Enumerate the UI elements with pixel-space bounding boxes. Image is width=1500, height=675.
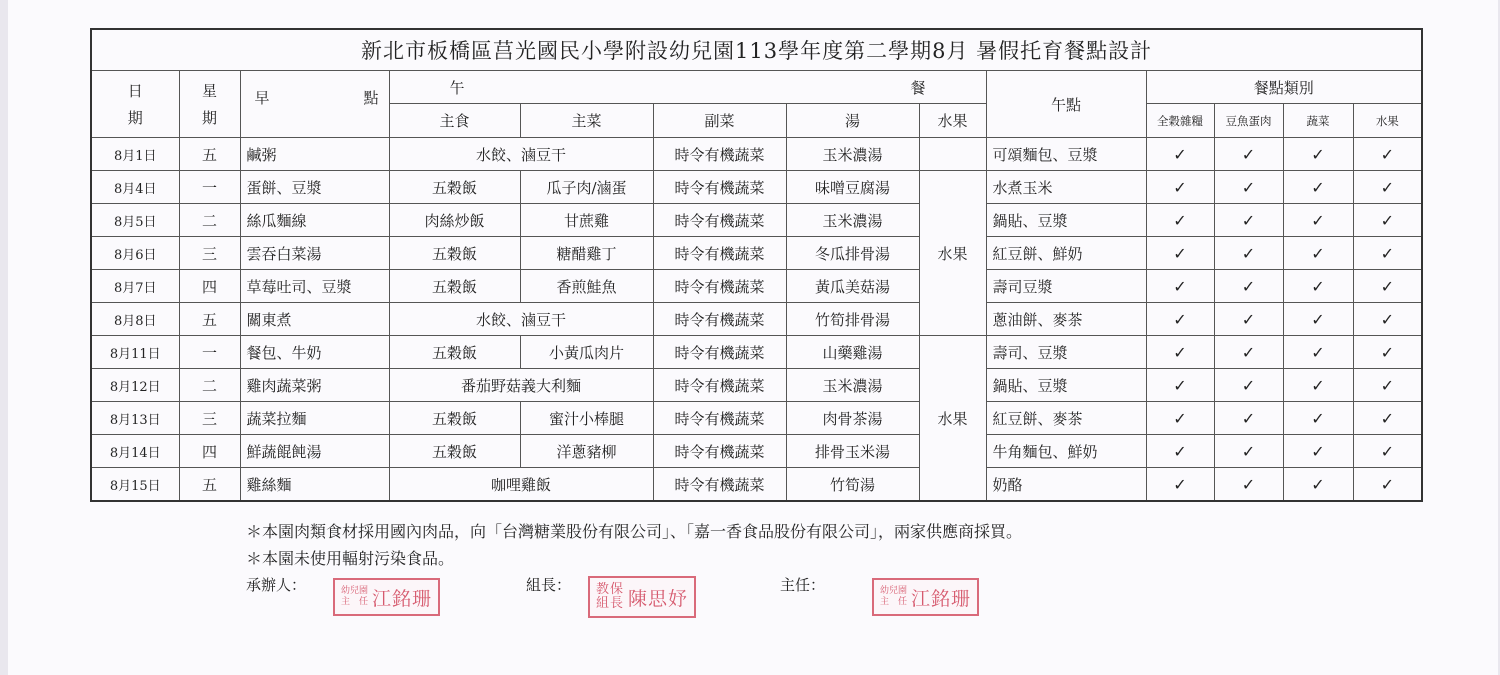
check-protein: ✓ bbox=[1214, 303, 1283, 336]
check-veg: ✓ bbox=[1283, 270, 1353, 303]
breakfast-cell: 絲瓜麵線 bbox=[240, 204, 389, 237]
date-cell: 8月8日 bbox=[91, 303, 179, 336]
check-fruit: ✓ bbox=[1353, 171, 1422, 204]
check-grain: ✓ bbox=[1146, 237, 1214, 270]
side-dish-cell: 時令有機蔬菜 bbox=[653, 402, 786, 435]
snack-cell: 水煮玉米 bbox=[986, 171, 1146, 204]
check-veg: ✓ bbox=[1283, 138, 1353, 171]
check-protein: ✓ bbox=[1214, 468, 1283, 502]
header-breakfast: 早 點 bbox=[240, 71, 389, 138]
staple-main-cell: 水餃、滷豆干 bbox=[389, 138, 653, 171]
check-veg: ✓ bbox=[1283, 369, 1353, 402]
date-cell: 8月5日 bbox=[91, 204, 179, 237]
header-side-dish: 副菜 bbox=[653, 104, 786, 138]
header-weekday: 星 期 bbox=[179, 71, 240, 138]
check-veg: ✓ bbox=[1283, 468, 1353, 502]
check-protein: ✓ bbox=[1214, 369, 1283, 402]
side-dish-cell: 時令有機蔬菜 bbox=[653, 270, 786, 303]
fruit-merged-cell: 水果 bbox=[919, 336, 986, 502]
side-dish-cell: 時令有機蔬菜 bbox=[653, 171, 786, 204]
side-dish-cell: 時令有機蔬菜 bbox=[653, 336, 786, 369]
date-cell: 8月6日 bbox=[91, 237, 179, 270]
check-grain: ✓ bbox=[1146, 171, 1214, 204]
handler-label: 承辦人： bbox=[246, 576, 307, 594]
date-cell: 8月14日 bbox=[91, 435, 179, 468]
fruit-cell bbox=[919, 138, 986, 171]
side-dish-cell: 時令有機蔬菜 bbox=[653, 138, 786, 171]
snack-cell: 鍋貼、豆漿 bbox=[986, 204, 1146, 237]
page-title: 新北市板橋區莒光國民小學附設幼兒園113學年度第二學期8月 暑假托育餐點設計 bbox=[91, 29, 1422, 71]
side-dish-cell: 時令有機蔬菜 bbox=[653, 303, 786, 336]
check-protein: ✓ bbox=[1214, 237, 1283, 270]
check-protein: ✓ bbox=[1214, 270, 1283, 303]
check-veg: ✓ bbox=[1283, 303, 1353, 336]
check-veg: ✓ bbox=[1283, 171, 1353, 204]
check-protein: ✓ bbox=[1214, 435, 1283, 468]
weekday-cell: 四 bbox=[179, 435, 240, 468]
soup-cell: 冬瓜排骨湯 bbox=[786, 237, 919, 270]
soup-cell: 肉骨茶湯 bbox=[786, 402, 919, 435]
header-cat-protein: 豆魚蛋肉 bbox=[1214, 104, 1283, 138]
snack-cell: 蔥油餅、麥茶 bbox=[986, 303, 1146, 336]
header-snack: 午點 bbox=[986, 71, 1146, 138]
staple-main-cell: 咖哩雞飯 bbox=[389, 468, 653, 502]
table-row bbox=[91, 303, 1422, 336]
main-dish-cell: 香煎鮭魚 bbox=[520, 270, 653, 303]
table-row bbox=[91, 336, 1422, 369]
check-fruit: ✓ bbox=[1353, 402, 1422, 435]
date-cell: 8月4日 bbox=[91, 171, 179, 204]
check-grain: ✓ bbox=[1146, 435, 1214, 468]
main-dish-cell: 瓜子肉/滷蛋 bbox=[520, 171, 653, 204]
header-fruit: 水果 bbox=[919, 104, 986, 138]
soup-cell: 玉米濃湯 bbox=[786, 204, 919, 237]
staple-main-cell: 番茄野菇義大利麵 bbox=[389, 369, 653, 402]
director-label: 主任： bbox=[780, 576, 826, 594]
main-dish-cell: 蜜汁小棒腿 bbox=[520, 402, 653, 435]
header-cat-fruit: 水果 bbox=[1353, 104, 1422, 138]
weekday-cell: 五 bbox=[179, 138, 240, 171]
header-soup: 湯 bbox=[786, 104, 919, 138]
leader-label: 組長： bbox=[526, 576, 572, 594]
check-veg: ✓ bbox=[1283, 402, 1353, 435]
main-dish-cell: 糖醋雞丁 bbox=[520, 237, 653, 270]
date-cell: 8月1日 bbox=[91, 138, 179, 171]
header-category: 餐點類別 bbox=[1146, 71, 1422, 104]
weekday-cell: 五 bbox=[179, 468, 240, 502]
date-cell: 8月7日 bbox=[91, 270, 179, 303]
check-grain: ✓ bbox=[1146, 270, 1214, 303]
table-row bbox=[91, 468, 1422, 502]
soup-cell: 排骨玉米湯 bbox=[786, 435, 919, 468]
weekday-cell: 二 bbox=[179, 369, 240, 402]
table-row bbox=[91, 270, 1422, 303]
check-fruit: ✓ bbox=[1353, 237, 1422, 270]
breakfast-cell: 雲吞白菜湯 bbox=[240, 237, 389, 270]
header-main-dish: 主菜 bbox=[520, 104, 653, 138]
handler-stamp: 幼兒園 主 任 江銘珊 bbox=[333, 578, 440, 616]
snack-cell: 壽司、豆漿 bbox=[986, 336, 1146, 369]
check-fruit: ✓ bbox=[1353, 435, 1422, 468]
check-fruit: ✓ bbox=[1353, 303, 1422, 336]
check-grain: ✓ bbox=[1146, 204, 1214, 237]
check-protein: ✓ bbox=[1214, 204, 1283, 237]
check-fruit: ✓ bbox=[1353, 369, 1422, 402]
table-row bbox=[91, 435, 1422, 468]
check-protein: ✓ bbox=[1214, 171, 1283, 204]
staple-cell: 五穀飯 bbox=[389, 336, 520, 369]
staple-cell: 五穀飯 bbox=[389, 402, 520, 435]
check-grain: ✓ bbox=[1146, 336, 1214, 369]
check-fruit: ✓ bbox=[1353, 336, 1422, 369]
soup-cell: 玉米濃湯 bbox=[786, 138, 919, 171]
snack-cell: 紅豆餅、鮮奶 bbox=[986, 237, 1146, 270]
table-row bbox=[91, 369, 1422, 402]
breakfast-cell: 餐包、牛奶 bbox=[240, 336, 389, 369]
check-grain: ✓ bbox=[1146, 303, 1214, 336]
main-dish-cell: 甘蔗雞 bbox=[520, 204, 653, 237]
check-veg: ✓ bbox=[1283, 336, 1353, 369]
check-protein: ✓ bbox=[1214, 138, 1283, 171]
weekday-cell: 三 bbox=[179, 237, 240, 270]
table-row bbox=[91, 171, 1422, 204]
table-row bbox=[91, 138, 1422, 171]
director-stamp: 幼兒園 主 任 江銘珊 bbox=[872, 578, 979, 616]
main-dish-cell: 小黃瓜肉片 bbox=[520, 336, 653, 369]
snack-cell: 可頌麵包、豆漿 bbox=[986, 138, 1146, 171]
note-radiation: ＊本園未使用輻射污染食品。 bbox=[246, 549, 455, 568]
check-grain: ✓ bbox=[1146, 468, 1214, 502]
check-fruit: ✓ bbox=[1353, 138, 1422, 171]
weekday-cell: 四 bbox=[179, 270, 240, 303]
check-protein: ✓ bbox=[1214, 336, 1283, 369]
header-date: 日 期 bbox=[91, 71, 179, 138]
date-cell: 8月11日 bbox=[91, 336, 179, 369]
snack-cell: 牛角麵包、鮮奶 bbox=[986, 435, 1146, 468]
weekday-cell: 五 bbox=[179, 303, 240, 336]
side-dish-cell: 時令有機蔬菜 bbox=[653, 369, 786, 402]
footnotes bbox=[246, 518, 1022, 572]
soup-cell: 竹筍排骨湯 bbox=[786, 303, 919, 336]
check-veg: ✓ bbox=[1283, 237, 1353, 270]
table-row bbox=[91, 402, 1422, 435]
date-cell: 8月13日 bbox=[91, 402, 179, 435]
breakfast-cell: 鹹粥 bbox=[240, 138, 389, 171]
snack-cell: 鍋貼、豆漿 bbox=[986, 369, 1146, 402]
date-cell: 8月15日 bbox=[91, 468, 179, 502]
header-cat-grain: 全穀雜糧 bbox=[1146, 104, 1214, 138]
check-fruit: ✓ bbox=[1353, 468, 1422, 502]
check-grain: ✓ bbox=[1146, 402, 1214, 435]
breakfast-cell: 關東煮 bbox=[240, 303, 389, 336]
check-fruit: ✓ bbox=[1353, 270, 1422, 303]
soup-cell: 黃瓜美菇湯 bbox=[786, 270, 919, 303]
header-lunch: 午 餐 bbox=[389, 71, 986, 104]
weekday-cell: 二 bbox=[179, 204, 240, 237]
staple-cell: 五穀飯 bbox=[389, 270, 520, 303]
check-grain: ✓ bbox=[1146, 369, 1214, 402]
check-grain: ✓ bbox=[1146, 138, 1214, 171]
staple-cell: 五穀飯 bbox=[389, 435, 520, 468]
weekday-cell: 三 bbox=[179, 402, 240, 435]
date-cell: 8月12日 bbox=[91, 369, 179, 402]
soup-cell: 玉米濃湯 bbox=[786, 369, 919, 402]
menu-table bbox=[90, 28, 1423, 502]
soup-cell: 味噌豆腐湯 bbox=[786, 171, 919, 204]
weekday-cell: 一 bbox=[179, 171, 240, 204]
weekday-cell: 一 bbox=[179, 336, 240, 369]
leader-stamp: 教保 組長 陳思妤 bbox=[588, 576, 696, 618]
staple-main-cell: 水餃、滷豆干 bbox=[389, 303, 653, 336]
staple-cell: 五穀飯 bbox=[389, 171, 520, 204]
fruit-merged-cell: 水果 bbox=[919, 171, 986, 336]
breakfast-cell: 雞絲麵 bbox=[240, 468, 389, 502]
staple-cell: 肉絲炒飯 bbox=[389, 204, 520, 237]
snack-cell: 奶酪 bbox=[986, 468, 1146, 502]
breakfast-cell: 蔬菜拉麵 bbox=[240, 402, 389, 435]
check-protein: ✓ bbox=[1214, 402, 1283, 435]
breakfast-cell: 蛋餅、豆漿 bbox=[240, 171, 389, 204]
staple-cell: 五穀飯 bbox=[389, 237, 520, 270]
side-dish-cell: 時令有機蔬菜 bbox=[653, 204, 786, 237]
table-row bbox=[91, 237, 1422, 270]
breakfast-cell: 雞肉蔬菜粥 bbox=[240, 369, 389, 402]
check-veg: ✓ bbox=[1283, 435, 1353, 468]
main-dish-cell: 洋蔥豬柳 bbox=[520, 435, 653, 468]
check-veg: ✓ bbox=[1283, 204, 1353, 237]
side-dish-cell: 時令有機蔬菜 bbox=[653, 237, 786, 270]
breakfast-cell: 草莓吐司、豆漿 bbox=[240, 270, 389, 303]
note-meat-source: ＊本園肉類食材採用國內肉品，向「台灣糖業股份有限公司」、「嘉一香食品股份有限公司」，兩家供應商採買。 bbox=[246, 522, 1023, 541]
breakfast-cell: 鮮蔬餛飩湯 bbox=[240, 435, 389, 468]
table-row bbox=[91, 204, 1422, 237]
side-dish-cell: 時令有機蔬菜 bbox=[653, 435, 786, 468]
soup-cell: 山藥雞湯 bbox=[786, 336, 919, 369]
side-dish-cell: 時令有機蔬菜 bbox=[653, 468, 786, 502]
snack-cell: 紅豆餅、麥茶 bbox=[986, 402, 1146, 435]
header-staple: 主食 bbox=[389, 104, 520, 138]
check-fruit: ✓ bbox=[1353, 204, 1422, 237]
header-cat-veg: 蔬菜 bbox=[1283, 104, 1353, 138]
snack-cell: 壽司豆漿 bbox=[986, 270, 1146, 303]
soup-cell: 竹筍湯 bbox=[786, 468, 919, 502]
